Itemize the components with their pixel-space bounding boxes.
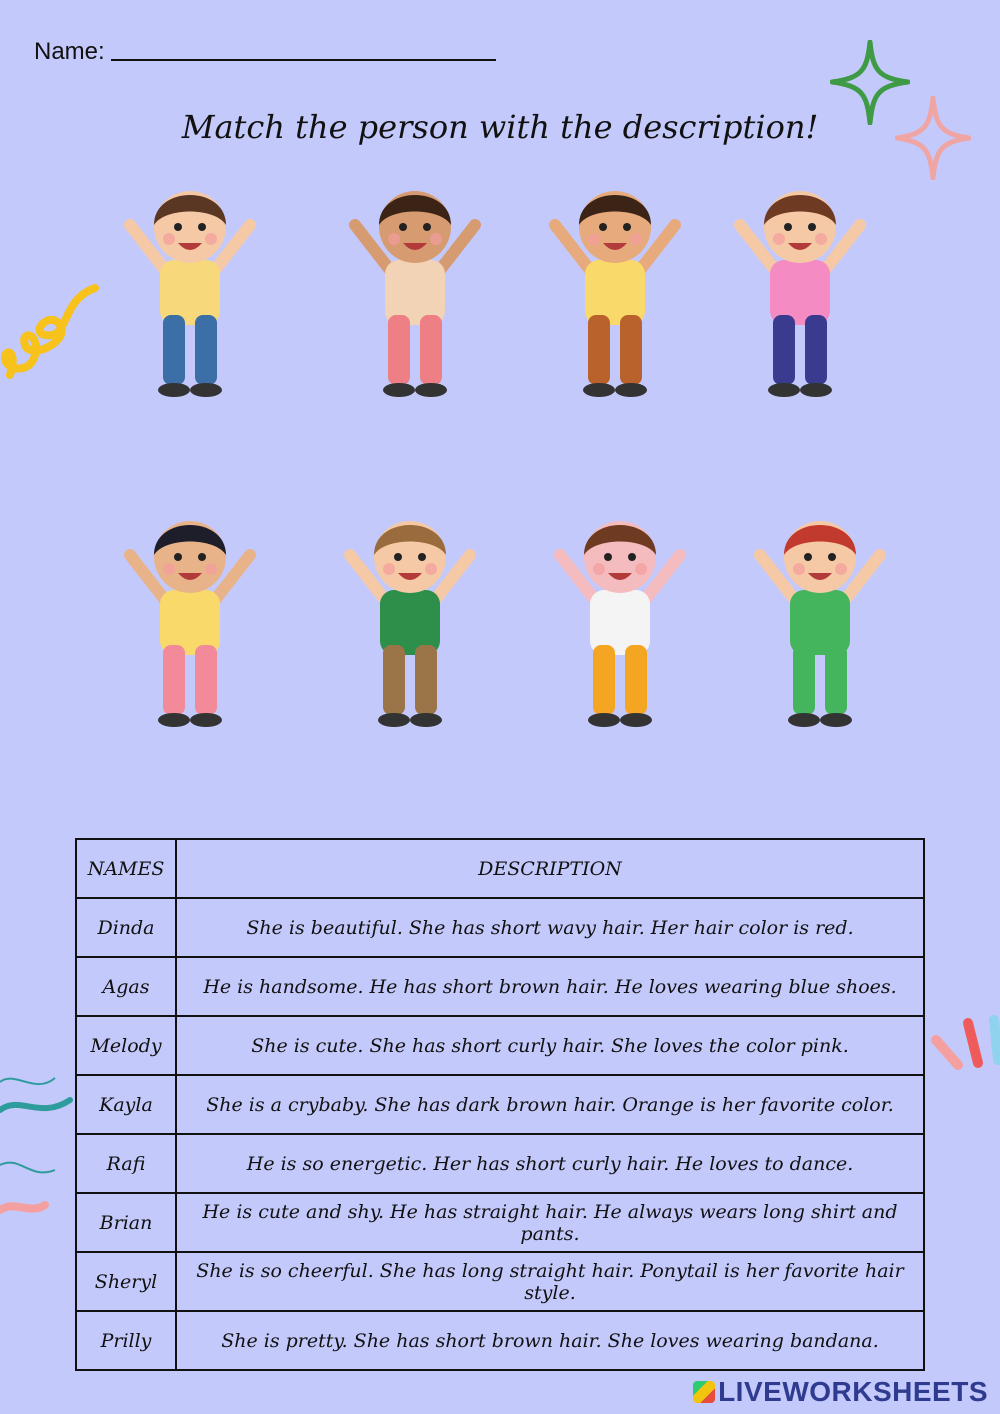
row-name[interactable]: Prilly	[76, 1311, 176, 1370]
page-title: Match the person with the description!	[181, 108, 819, 146]
pink-sparkle-icon	[895, 96, 971, 180]
table-row	[76, 1016, 924, 1075]
boy-green-sweater-icon	[325, 505, 495, 745]
girl-ponytail-icon	[105, 505, 275, 745]
row-name[interactable]: Brian	[76, 1193, 176, 1252]
liveworksheets-logo	[693, 1376, 988, 1408]
table-row	[76, 1252, 924, 1311]
row-name[interactable]: Rafi	[76, 1134, 176, 1193]
row-name[interactable]: Agas	[76, 957, 176, 1016]
row-description: She is cute. She has short curly hair. She loves the color pink.	[176, 1016, 924, 1075]
row-name[interactable]: Dinda	[76, 898, 176, 957]
row-description: He is handsome. He has short brown hair. He loves wearing blue shoes.	[176, 957, 924, 1016]
table-row	[76, 898, 924, 957]
row-name[interactable]: Kayla	[76, 1075, 176, 1134]
row-description: He is so energetic. Her has short curly hair. He loves to dance.	[176, 1134, 924, 1193]
girl-jumping-icon	[330, 175, 500, 415]
boy-waving-icon	[105, 175, 275, 415]
girl-pink-overalls-icon	[715, 175, 885, 415]
column-header-description: DESCRIPTION	[176, 839, 924, 898]
boy-curly-dancing-icon	[530, 175, 700, 415]
table-header-row	[76, 839, 924, 898]
row-description: She is pretty. She has short brown hair. She loves wearing bandana.	[176, 1311, 924, 1370]
row-description: She is beautiful. She has short wavy hair. Her hair color is red.	[176, 898, 924, 957]
teal-wave-icon	[0, 1070, 75, 1220]
girl-crying-icon	[535, 505, 705, 745]
table-row	[76, 1193, 924, 1252]
row-description: He is cute and shy. He has straight hair. He always wears long shirt and pants.	[176, 1193, 924, 1252]
table-row	[76, 957, 924, 1016]
table-row	[76, 1311, 924, 1370]
pink-stripes-icon	[928, 1015, 1000, 1075]
row-description: She is a crybaby. She has dark brown hair. Orange is her favorite color.	[176, 1075, 924, 1134]
matching-table	[75, 838, 925, 1371]
row-name[interactable]: Melody	[76, 1016, 176, 1075]
name-label: Name:	[34, 38, 105, 65]
table-row	[76, 1134, 924, 1193]
girl-red-hair-icon	[735, 505, 905, 745]
name-field[interactable]	[34, 38, 496, 66]
name-blank-line[interactable]	[111, 59, 496, 61]
row-description: She is so cheerful. She has long straight hair. Ponytail is her favorite hair style.	[176, 1252, 924, 1311]
row-name[interactable]: Sheryl	[76, 1252, 176, 1311]
table-row	[76, 1075, 924, 1134]
brand-mark-icon	[693, 1381, 715, 1403]
yellow-squiggle-icon	[0, 280, 100, 390]
column-header-names: NAMES	[76, 839, 176, 898]
brand-text: LIVEWORKSHEETS	[718, 1376, 988, 1407]
